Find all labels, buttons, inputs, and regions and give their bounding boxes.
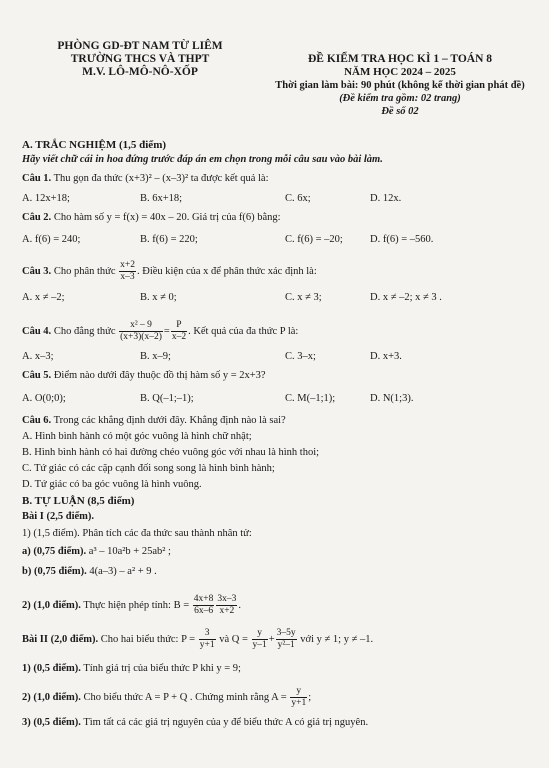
school-name: TRƯỜNG THCS VÀ THPT (70, 53, 210, 65)
bai-1-part-1: 1) (1,5 điểm). Phân tích các đa thức sau thành nhân tử: (22, 528, 252, 539)
exam-title: ĐỀ KIỂM TRA HỌC KÌ 1 – TOÁN 8 (307, 53, 493, 65)
b2-q2-denominator: y²–1 (277, 640, 295, 650)
q4-fraction-left (119, 320, 163, 343)
q4-post: . Kết quả của đa thức P là: (188, 325, 299, 337)
question-2 (22, 211, 281, 224)
q3-option-c: C. x ≠ 3; (285, 292, 322, 303)
b2-1-label: 1) (0,5 điểm). (22, 663, 81, 674)
b2-2-label: 2) (1,0 điểm). (22, 691, 81, 703)
q5-option-b: B. Q(–1;–1); (140, 393, 194, 404)
q1-option-a: A. 12x+18; (22, 193, 70, 204)
q3-fraction (119, 260, 136, 283)
b1-2-denominator-2: x+2 (219, 606, 235, 616)
question-1 (22, 172, 269, 185)
school-name-2: M.V. LÔ-MÔ-NÔ-XỐP (82, 66, 198, 78)
school-header (40, 40, 240, 79)
b2-q-fraction-1 (252, 628, 268, 651)
q3-option-a: A. x ≠ –2; (22, 292, 65, 303)
q3-option-b: B. x ≠ 0; (140, 292, 177, 303)
b1-2-numerator-1: 4x+8 (193, 594, 214, 604)
b1-1b-label: b) (0,75 điểm). (22, 566, 87, 577)
q4-option-a: A. x–3; (22, 351, 54, 362)
bai-1-part-2 (22, 594, 241, 617)
q3-denominator: x–3 (120, 272, 135, 282)
bai-2-part-3 (22, 716, 368, 729)
q6-label: Câu 6. (22, 415, 52, 426)
question-4 (22, 320, 298, 343)
b1-2-fraction-2 (216, 594, 237, 617)
b1-2-numerator-2: 3x–3 (217, 594, 237, 604)
b1-1a-label: a) (0,75 điểm). (22, 546, 87, 557)
b2-q2-numerator: 3–5y (276, 628, 296, 638)
school-year: NĂM HỌC 2024 – 2025 (344, 66, 456, 78)
b2-2-fraction (290, 686, 307, 709)
b2-2-numerator: y (290, 686, 307, 698)
bai-1-part-1a (22, 545, 171, 558)
q2-text: Cho hàm số y = f(x) = 40x – 20. Giá trị của f(6) bằng: (53, 212, 281, 223)
b2-q1-numerator: y (252, 628, 268, 640)
q4-numerator-left: x² – 9 (119, 320, 163, 332)
exam-time: Thời gian làm bài: 90 phút (không kể thời gian phát đề) (275, 80, 525, 91)
part-a-title: A. TRẮC NGHIỆM (1,5 điểm) (22, 139, 167, 151)
q6-text: Trong các khẳng định dưới đây. Khẳng định nào là sai? (53, 415, 286, 426)
q5-option-d: D. N(1;3). (370, 393, 414, 404)
b2-2-pre: Cho biểu thức A = P + Q . Chứng minh rằng A = (83, 691, 287, 703)
b1-2-pre: Thực hiện phép tính: B = (83, 599, 190, 611)
b2-2-post: ; (308, 691, 312, 703)
b2-3-label: 3) (0,5 điểm). (22, 717, 81, 728)
b2-3-text: Tìm tất cả các giá trị nguyên của y để biểu thức A có giá trị nguyên. (83, 717, 369, 728)
q1-option-c: C. 6x; (285, 193, 311, 204)
bai-2-part-2 (22, 686, 311, 709)
q1-option-b: B. 6x+18; (140, 193, 183, 204)
q6-option-d: D. Tứ giác có ba góc vuông là hình vuông. (22, 479, 202, 490)
q5-text: Điểm nào dưới đây thuộc đồ thị hàm số y = 2x+3? (53, 370, 266, 381)
b2-q1-denominator: y–1 (252, 640, 267, 650)
b2-p-numerator: 3 (199, 628, 216, 640)
q3-pre: Cho phân thức (53, 265, 116, 277)
q5-label: Câu 5. (22, 370, 52, 381)
q5-option-a: A. O(0;0); (22, 393, 66, 404)
b2-mid: và Q = (219, 633, 248, 645)
q4-fraction-right (171, 320, 187, 343)
q2-option-a: A. f(6) = 240; (22, 234, 81, 245)
q6-option-b: B. Hình bình hành có hai đường chéo vuông góc với nhau là hình thoi; (22, 447, 320, 458)
q4-label: Câu 4. (22, 325, 52, 337)
q6-option-c: C. Tứ giác có các cặp cạnh đối song song là hình bình hành; (22, 463, 275, 474)
question-3 (22, 260, 317, 283)
q2-option-b: B. f(6) = 220; (140, 234, 198, 245)
b2-pre: Cho hai biểu thức: P = (100, 633, 196, 645)
q4-option-b: B. x–9; (140, 351, 171, 362)
b1-2-label: 2) (1,0 điểm). (22, 599, 81, 611)
bai-2-title: Bài II (2,0 điểm). (22, 633, 99, 645)
q3-label: Câu 3. (22, 265, 52, 277)
bai-1-part-1b (22, 565, 157, 578)
q6-option-a: A. Hình bình hành có một góc vuông là hình chữ nhật; (22, 431, 252, 442)
b2-p-denominator: y+1 (199, 640, 215, 650)
bai-2-part-1 (22, 662, 241, 675)
bai-2-statement (22, 628, 373, 651)
b1-2-fraction-1 (193, 594, 215, 617)
q2-option-d: D. f(6) = –560. (370, 234, 434, 245)
q4-equals: = (163, 325, 170, 337)
q4-pre: Cho đẳng thức (53, 325, 116, 337)
b2-p-fraction (199, 628, 216, 651)
q2-option-c: C. f(6) = –20; (285, 234, 343, 245)
q3-option-d: D. x ≠ –2; x ≠ 3 . (370, 292, 442, 303)
q3-post: . Điều kiện của x để phân thức xác định là: (136, 265, 317, 277)
b2-1-text: Tính giá trị của biểu thức P khi y = 9; (83, 663, 241, 674)
q5-option-c: C. M(–1;1); (285, 393, 336, 404)
b1-2-denominator-1: 6x–6 (194, 606, 214, 616)
q1-option-d: D. 12x. (370, 193, 402, 204)
q4-option-c: C. 3–x; (285, 351, 316, 362)
b1-1b-expression: 4(a–3) – a² + 9 . (89, 566, 157, 577)
b2-plus: + (268, 633, 275, 645)
b2-2-denominator: y+1 (291, 698, 307, 708)
question-6 (22, 414, 286, 427)
question-5 (22, 369, 266, 382)
q1-label: Câu 1. (22, 173, 52, 184)
department-name: PHÒNG GD-ĐT NAM TỪ LIÊM (57, 40, 223, 52)
bai-1-title: Bài I (2,5 điểm). (22, 511, 95, 522)
q3-numerator: x+2 (120, 260, 135, 270)
part-a-instruction: Hãy viết chữ cái in hoa đứng trước đáp án em chọn trong mỗi câu sau vào bài làm. (22, 154, 383, 165)
page-count: (Đề kiểm tra gồm: 02 trang) (339, 93, 461, 104)
q1-text: Thu gọn đa thức (x+3)² – (x–3)² ta được kết quả là: (53, 173, 269, 184)
q4-numerator-right: P (171, 320, 187, 332)
exam-header (250, 53, 549, 118)
b2-q-fraction-2 (276, 628, 297, 651)
q2-label: Câu 2. (22, 212, 52, 223)
b2-post: với y ≠ 1; y ≠ –1. (300, 633, 374, 645)
exam-code: Đề số 02 (381, 106, 419, 117)
q4-denominator-left: (x+3)(x–2) (120, 332, 162, 342)
q4-option-d: D. x+3. (370, 351, 402, 362)
b1-1a-expression: a³ – 10a²b + 25ab² ; (88, 546, 171, 557)
part-b-title: B. TỰ LUẬN (8,5 điểm) (22, 495, 135, 507)
b1-2-post: . (238, 599, 242, 611)
q4-denominator-right: x–2 (171, 332, 187, 342)
